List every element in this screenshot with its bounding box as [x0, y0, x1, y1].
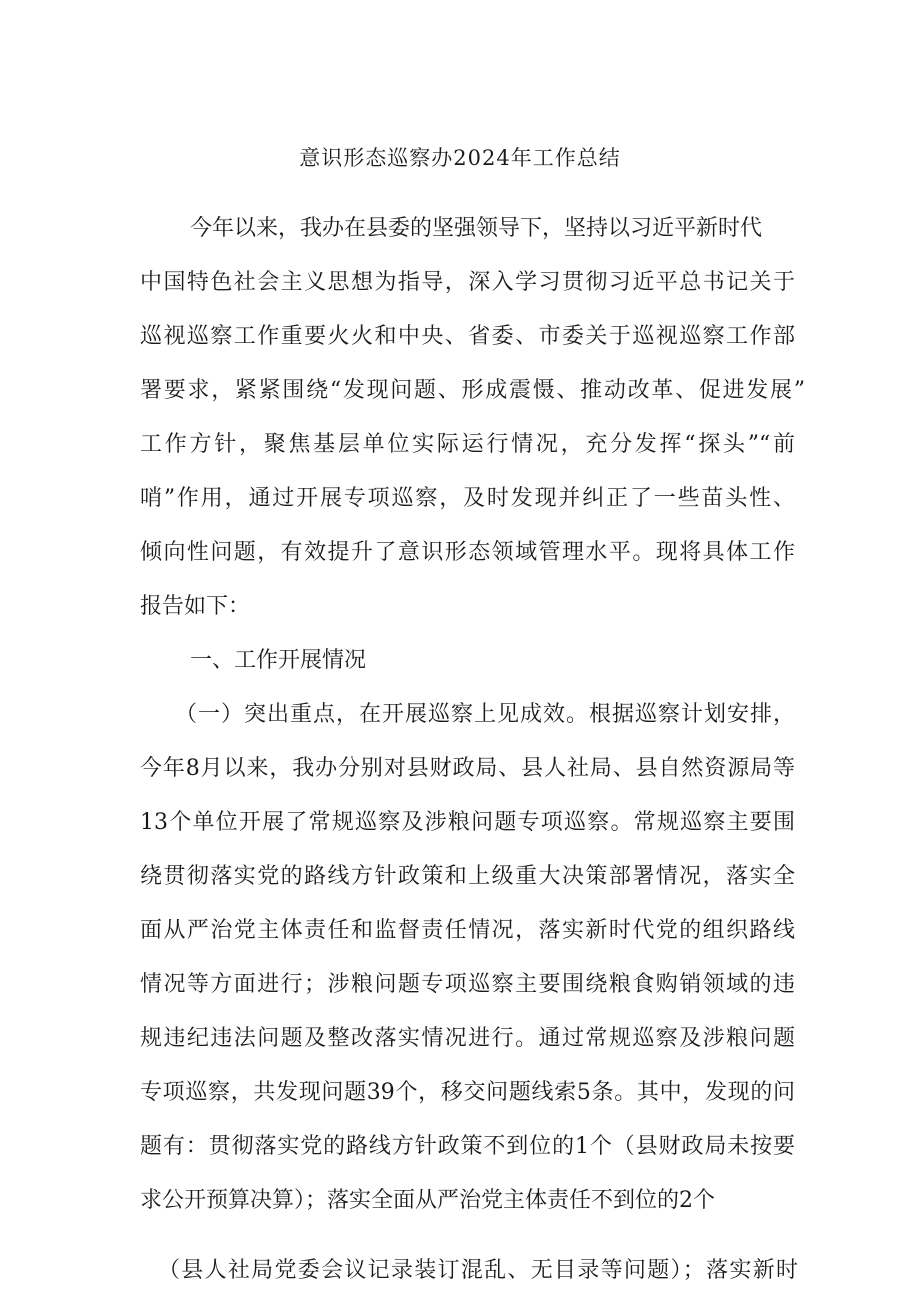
paragraph-line: 面从严治党主体责任和监督责任情况，落实新时代党的组织路线 — [140, 918, 795, 943]
paragraph-line: 巡视巡察工作重要火火和中央、省委、市委关于巡视巡察工作部 — [140, 324, 795, 349]
paragraph-line: 规违纪违法问题及整改落实情况进行。通过常规巡察及涉粮问题 — [140, 1026, 795, 1051]
paragraph-line: 13个单位开展了常规巡察及涉粮问题专项巡察。常规巡察主要围 — [140, 810, 795, 835]
paragraph-line: 求公开预算决算）；落实全面从严治党主体责任不到位的2个 — [140, 1188, 715, 1213]
paragraph-line: （县人社局党委会议记录装订混乱、无目录等问题）；落实新时 — [158, 1258, 798, 1283]
paragraph-line: 报告如下： — [140, 594, 251, 619]
paragraph-line: 哨”作用，通过开展专项巡察，及时发现并纠正了一些苗头性、 — [140, 486, 795, 511]
paragraph-line: 专项巡察，共发现问题39个，移交问题线索5条。其中，发现的问 — [140, 1080, 795, 1105]
document-title: 意识形态巡察办2024年工作总结 — [299, 146, 621, 170]
paragraph-line: （一）突出重点，在开展巡察上见成效。根据巡察计划安排， — [175, 702, 795, 727]
paragraph-line: 今年以来，我办在县委的坚强领导下，坚持以习近平新时代 — [190, 216, 763, 241]
paragraph-line: 今年8月以来，我办分别对县财政局、县人社局、县自然资源局等 — [140, 756, 795, 781]
paragraph-line: 中国特色社会主义思想为指导，深入学习贯彻习近平总书记关于 — [140, 270, 795, 295]
paragraph-line: 署要求，紧紧围绕“发现问题、形成震慑、推动改革、促进发展” — [140, 378, 805, 403]
paragraph-line: 工作方针，聚焦基层单位实际运行情况，充分发挥“探头”“前 — [140, 432, 795, 457]
paragraph-line: 情况等方面进行；涉粮问题专项巡察主要围绕粮食购销领域的违 — [140, 972, 795, 997]
paragraph-line: 绕贯彻落实党的路线方针政策和上级重大决策部署情况，落实全 — [140, 864, 795, 889]
paragraph-line: 题有：贯彻落实党的路线方针政策不到位的1个（县财政局未按要 — [140, 1134, 795, 1159]
section-heading: 一、工作开展情况 — [190, 648, 367, 673]
paragraph-line: 倾向性问题，有效提升了意识形态领域管理水平。现将具体工作 — [140, 540, 795, 565]
